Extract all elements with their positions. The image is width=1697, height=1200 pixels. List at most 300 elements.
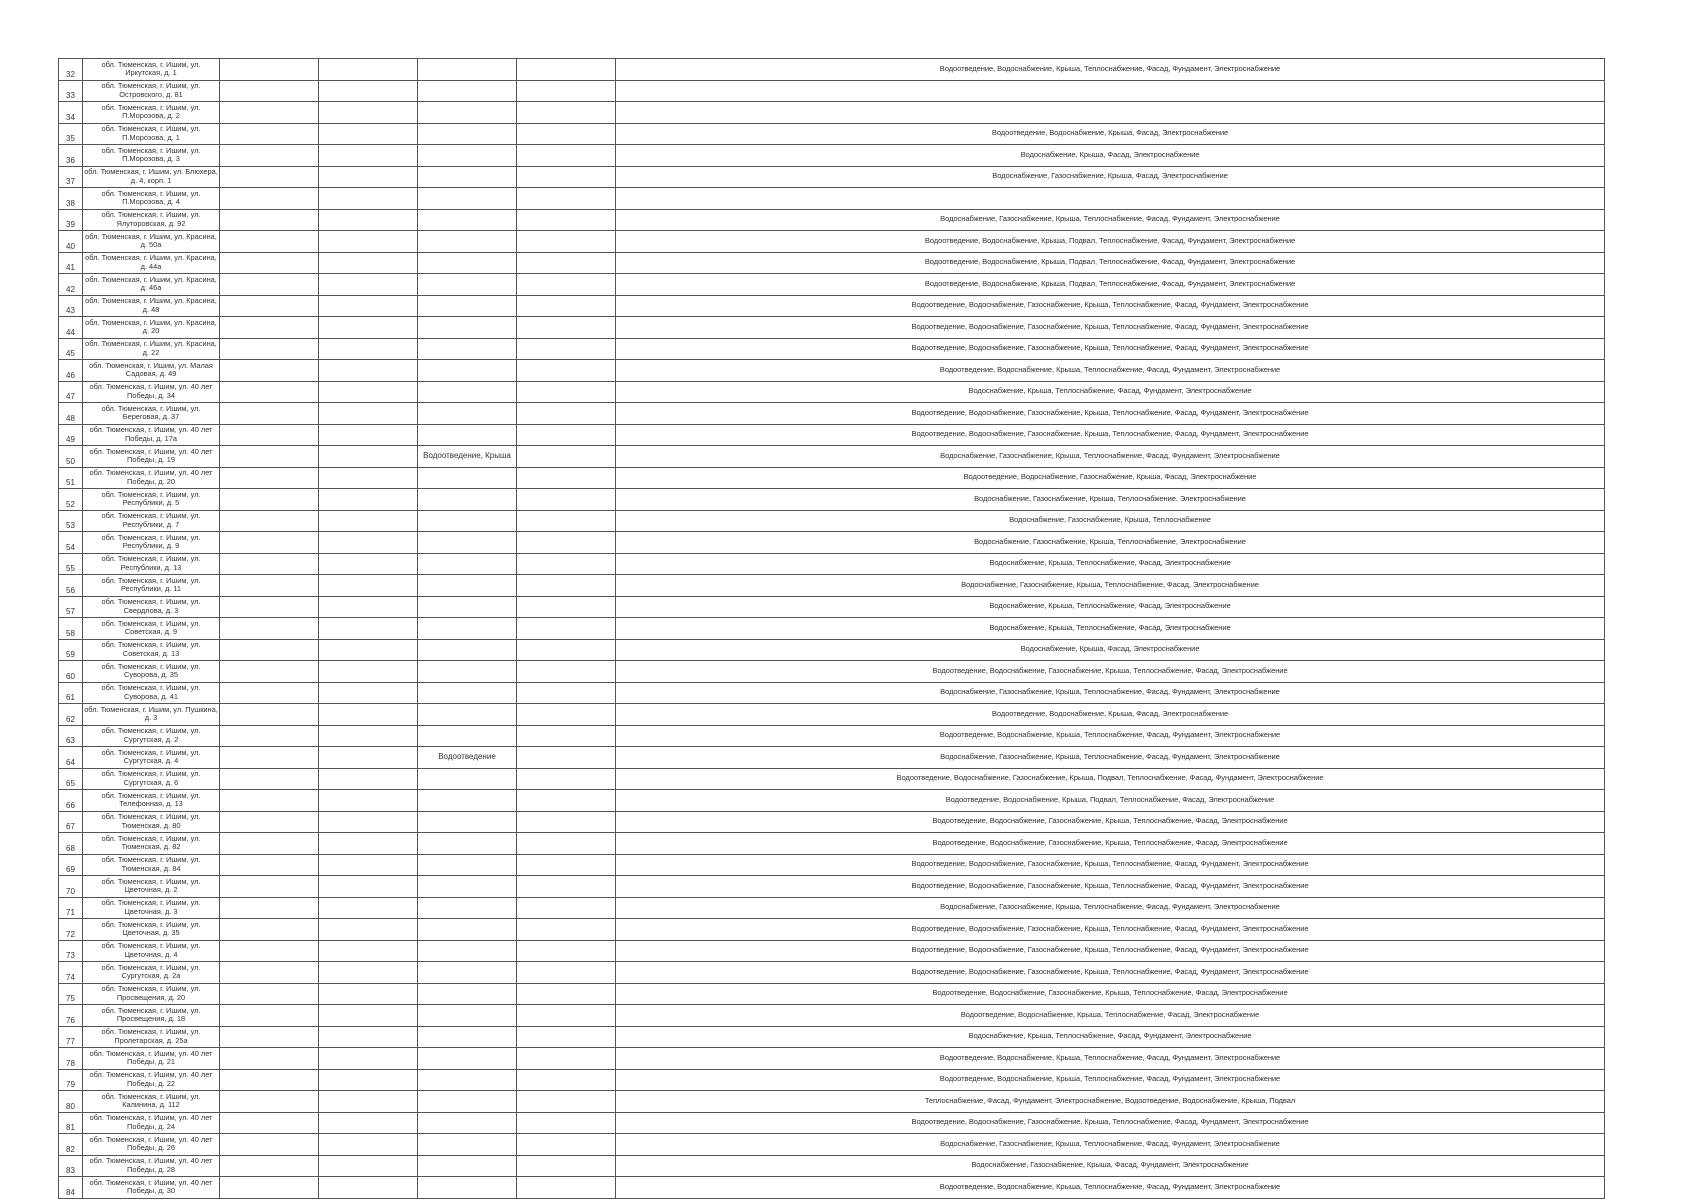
empty-cell <box>220 1069 319 1091</box>
works-partial-cell <box>418 682 517 704</box>
address-cell: обл. Тюменская, г. Ишим, ул. 40 лет Победы, д. 26 <box>83 1134 220 1156</box>
empty-cell <box>517 274 616 296</box>
empty-cell <box>319 919 418 941</box>
empty-cell <box>517 295 616 317</box>
works-partial-cell <box>418 532 517 554</box>
table-row <box>59 618 1605 640</box>
empty-cell <box>517 811 616 833</box>
works-list-cell <box>616 188 1605 210</box>
works-partial-cell <box>418 596 517 618</box>
empty-cell <box>319 553 418 575</box>
works-list-cell: Водоотведение, Водоснабжение, Крыша, Теплоснабжение, Фасад, Фундамент, Электроснабжение <box>616 1177 1605 1199</box>
table-row <box>59 704 1605 726</box>
works-list-cell <box>616 102 1605 124</box>
empty-cell <box>319 145 418 167</box>
empty-cell <box>517 553 616 575</box>
works-partial-cell <box>418 338 517 360</box>
address-cell: обл. Тюменская, г. Ишим, ул. Красина, д. 20 <box>83 317 220 339</box>
row-number-cell: 74 <box>59 962 83 984</box>
row-number-cell: 41 <box>59 252 83 274</box>
empty-cell <box>517 1112 616 1134</box>
empty-cell <box>319 252 418 274</box>
row-number-cell: 67 <box>59 811 83 833</box>
table-row <box>59 123 1605 145</box>
works-partial-cell <box>418 1005 517 1027</box>
row-number-cell: 38 <box>59 188 83 210</box>
address-cell: обл. Тюменская, г. Ишим, ул. Республики, д. 13 <box>83 553 220 575</box>
address-cell: обл. Тюменская, г. Ишим, ул. Советская, д. 9 <box>83 618 220 640</box>
address-cell: обл. Тюменская, г. Ишим, ул. 40 лет Победы, д. 24 <box>83 1112 220 1134</box>
row-number-cell: 83 <box>59 1155 83 1177</box>
empty-cell <box>319 725 418 747</box>
address-cell: обл. Тюменская, г. Ишим, ул. Телефонная, д. 13 <box>83 790 220 812</box>
empty-cell <box>319 596 418 618</box>
empty-cell <box>517 532 616 554</box>
empty-cell <box>319 424 418 446</box>
row-number-cell: 81 <box>59 1112 83 1134</box>
empty-cell <box>220 639 319 661</box>
empty-cell <box>220 403 319 425</box>
works-list-cell: Водоотведение, Водоснабжение, Газоснабжение, Крыша, Теплоснабжение, Фасад, Фундамент, Электроснабжение <box>616 317 1605 339</box>
table-row <box>59 553 1605 575</box>
works-partial-cell <box>418 381 517 403</box>
table-row <box>59 145 1605 167</box>
table-row <box>59 1134 1605 1156</box>
empty-cell <box>220 768 319 790</box>
address-cell: обл. Тюменская, г. Ишим, ул. Красина, д. 44а <box>83 252 220 274</box>
address-cell: обл. Тюменская, г. Ишим, ул. Тюменская, д. 84 <box>83 854 220 876</box>
empty-cell <box>220 381 319 403</box>
empty-cell <box>517 80 616 102</box>
works-partial-cell <box>418 618 517 640</box>
address-cell: обл. Тюменская, г. Ишим, ул. Красина, д. 48 <box>83 295 220 317</box>
table-row <box>59 59 1605 81</box>
works-partial-cell <box>418 1134 517 1156</box>
works-list-cell: Водоотведение, Водоснабжение, Крыша, Теплоснабжение, Фасад, Электроснабжение <box>616 1005 1605 1027</box>
empty-cell <box>220 510 319 532</box>
works-partial-cell <box>418 424 517 446</box>
works-partial-cell <box>418 80 517 102</box>
empty-cell <box>517 790 616 812</box>
address-cell: обл. Тюменская, г. Ишим, ул. Просвещения, д. 20 <box>83 983 220 1005</box>
table-row <box>59 231 1605 253</box>
table-row <box>59 295 1605 317</box>
row-number-cell: 37 <box>59 166 83 188</box>
works-partial-cell <box>418 854 517 876</box>
works-partial-cell <box>418 317 517 339</box>
empty-cell <box>220 338 319 360</box>
address-cell: обл. Тюменская, г. Ишим, ул. Красина, д. 46а <box>83 274 220 296</box>
table-row <box>59 274 1605 296</box>
empty-cell <box>319 510 418 532</box>
table-row <box>59 360 1605 382</box>
table-row <box>59 1005 1605 1027</box>
works-list-cell: Водоснабжение, Крыша, Теплоснабжение, Фасад, Электроснабжение <box>616 553 1605 575</box>
works-list-cell: Водоснабжение, Газоснабжение, Крыша, Теплоснабжение, Фасад, Фундамент, Электроснабжение <box>616 1134 1605 1156</box>
empty-cell <box>517 1069 616 1091</box>
empty-cell <box>220 102 319 124</box>
empty-cell <box>517 1005 616 1027</box>
works-partial-cell <box>418 1155 517 1177</box>
empty-cell <box>517 1155 616 1177</box>
empty-cell <box>319 403 418 425</box>
empty-cell <box>517 317 616 339</box>
works-partial-cell <box>418 1112 517 1134</box>
empty-cell <box>517 102 616 124</box>
works-list-cell: Водоотведение, Водоснабжение, Газоснабжение, Крыша, Теплоснабжение, Фасад, Фундамент, Электроснабжение <box>616 919 1605 941</box>
empty-cell <box>220 940 319 962</box>
works-list-cell: Водоснабжение, Газоснабжение, Крыша, Теплоснабжение, Фасад, Фундамент, Электроснабжение <box>616 897 1605 919</box>
row-number-cell: 50 <box>59 446 83 468</box>
empty-cell <box>220 295 319 317</box>
address-cell: обл. Тюменская, г. Ишим, ул. Суворова, д. 41 <box>83 682 220 704</box>
empty-cell <box>319 811 418 833</box>
row-number-cell: 54 <box>59 532 83 554</box>
repair-program-table <box>58 58 1605 1199</box>
empty-cell <box>319 1134 418 1156</box>
row-number-cell: 48 <box>59 403 83 425</box>
works-list-cell: Водоотведение, Водоснабжение, Газоснабжение, Крыша, Теплоснабжение, Фасад, Фундамент, Электроснабжение <box>616 403 1605 425</box>
empty-cell <box>220 467 319 489</box>
empty-cell <box>319 876 418 898</box>
empty-cell <box>517 145 616 167</box>
row-number-cell: 34 <box>59 102 83 124</box>
works-partial-cell <box>418 209 517 231</box>
table-row <box>59 489 1605 511</box>
table-row <box>59 596 1605 618</box>
table-row <box>59 102 1605 124</box>
works-list-cell: Водоотведение, Водоснабжение, Крыша, Подвал, Теплоснабжение, Фасад, Фундамент, Электроснабжение <box>616 274 1605 296</box>
works-list-cell: Водоснабжение, Газоснабжение, Крыша, Теплоснабжение, Электроснабжение <box>616 489 1605 511</box>
row-number-cell: 43 <box>59 295 83 317</box>
works-list-cell: Водоотведение, Водоснабжение, Крыша, Теплоснабжение, Фасад, Фундамент, Электроснабжение <box>616 1048 1605 1070</box>
works-list-cell: Водоотведение, Водоснабжение, Крыша, Теплоснабжение, Фасад, Фундамент, Электроснабжение <box>616 1069 1605 1091</box>
empty-cell <box>517 962 616 984</box>
table-row <box>59 252 1605 274</box>
row-number-cell: 72 <box>59 919 83 941</box>
works-list-cell: Водоснабжение, Крыша, Теплоснабжение, Фасад, Электроснабжение <box>616 618 1605 640</box>
row-number-cell: 33 <box>59 80 83 102</box>
works-list-cell: Водоснабжение, Газоснабжение, Крыша, Теплоснабжение, Фасад, Фундамент, Электроснабжение <box>616 747 1605 769</box>
empty-cell <box>220 123 319 145</box>
address-cell: обл. Тюменская, г. Ишим, ул. 40 лет Победы, д. 22 <box>83 1069 220 1091</box>
works-partial-cell <box>418 59 517 81</box>
empty-cell <box>517 252 616 274</box>
empty-cell <box>319 1177 418 1199</box>
works-list-cell: Водоснабжение, Газоснабжение, Крыша, Теплоснабжение <box>616 510 1605 532</box>
address-cell: обл. Тюменская, г. Ишим, ул. Калинина, д. 112 <box>83 1091 220 1113</box>
row-number-cell: 82 <box>59 1134 83 1156</box>
empty-cell <box>517 682 616 704</box>
empty-cell <box>220 231 319 253</box>
empty-cell <box>319 790 418 812</box>
row-number-cell: 61 <box>59 682 83 704</box>
empty-cell <box>220 747 319 769</box>
table-row <box>59 510 1605 532</box>
address-cell: обл. Тюменская, г. Ишим, ул. Республики, д. 9 <box>83 532 220 554</box>
empty-cell <box>319 682 418 704</box>
empty-cell <box>220 166 319 188</box>
empty-cell <box>220 489 319 511</box>
table-row <box>59 338 1605 360</box>
empty-cell <box>517 360 616 382</box>
table-row <box>59 80 1605 102</box>
empty-cell <box>517 510 616 532</box>
empty-cell <box>319 274 418 296</box>
row-number-cell: 40 <box>59 231 83 253</box>
table-row <box>59 317 1605 339</box>
empty-cell <box>319 1026 418 1048</box>
works-list-cell: Водоотведение, Водоснабжение, Газоснабжение, Крыша, Теплоснабжение, Фасад, Фундамент, Электроснабжение <box>616 338 1605 360</box>
empty-cell <box>220 1026 319 1048</box>
works-list-cell: Водоснабжение, Крыша, Фасад, Электроснабжение <box>616 145 1605 167</box>
address-cell: обл. Тюменская, г. Ишим, ул. Островского, д. 81 <box>83 80 220 102</box>
works-partial-cell <box>418 833 517 855</box>
address-cell: обл. Тюменская, г. Ишим, ул. 40 лет Победы, д. 34 <box>83 381 220 403</box>
row-number-cell: 52 <box>59 489 83 511</box>
table-row <box>59 983 1605 1005</box>
empty-cell <box>517 1048 616 1070</box>
empty-cell <box>319 59 418 81</box>
row-number-cell: 60 <box>59 661 83 683</box>
address-cell: обл. Тюменская, г. Ишим, ул. Цветочная, д. 35 <box>83 919 220 941</box>
works-partial-cell <box>418 940 517 962</box>
table-row <box>59 940 1605 962</box>
table-row <box>59 575 1605 597</box>
works-list-cell: Водоотведение, Водоснабжение, Газоснабжение, Крыша, Теплоснабжение, Фасад, Фундамент, Электроснабжение <box>616 854 1605 876</box>
works-partial-cell <box>418 252 517 274</box>
works-partial-cell <box>418 123 517 145</box>
empty-cell <box>220 209 319 231</box>
empty-cell <box>220 725 319 747</box>
empty-cell <box>319 317 418 339</box>
address-cell: обл. Тюменская, г. Ишим, ул. Республики, д. 11 <box>83 575 220 597</box>
works-list-cell: Водоснабжение, Газоснабжение, Крыша, Теплоснабжение, Фасад, Электроснабжение <box>616 575 1605 597</box>
empty-cell <box>517 1177 616 1199</box>
empty-cell <box>220 1091 319 1113</box>
table-row <box>59 1177 1605 1199</box>
works-partial-cell <box>418 919 517 941</box>
works-partial-cell <box>418 295 517 317</box>
table-row <box>59 682 1605 704</box>
row-number-cell: 78 <box>59 1048 83 1070</box>
empty-cell <box>517 403 616 425</box>
address-cell: обл. Тюменская, г. Ишим, ул. П.Морозова, д. 4 <box>83 188 220 210</box>
works-partial-cell <box>418 704 517 726</box>
works-list-cell: Водоотведение, Водоснабжение, Газоснабжение, Крыша, Теплоснабжение, Фасад, Электроснабжение <box>616 833 1605 855</box>
works-partial-cell <box>418 360 517 382</box>
empty-cell <box>220 317 319 339</box>
row-number-cell: 75 <box>59 983 83 1005</box>
works-list-cell: Водоснабжение, Крыша, Теплоснабжение, Фасад, Фундамент, Электроснабжение <box>616 1026 1605 1048</box>
address-cell: обл. Тюменская, г. Ишим, ул. 40 лет Победы, д. 21 <box>83 1048 220 1070</box>
works-partial-cell <box>418 166 517 188</box>
address-cell: обл. Тюменская, г. Ишим, ул. 40 лет Победы, д. 19 <box>83 446 220 468</box>
table-row <box>59 919 1605 941</box>
empty-cell <box>319 166 418 188</box>
empty-cell <box>319 768 418 790</box>
address-cell: обл. Тюменская, г. Ишим, ул. Пролетарская, д. 25а <box>83 1026 220 1048</box>
works-list-cell: Водоотведение, Водоснабжение, Газоснабжение, Крыша, Теплоснабжение, Фасад, Фундамент, Электроснабжение <box>616 962 1605 984</box>
empty-cell <box>319 102 418 124</box>
empty-cell <box>220 424 319 446</box>
empty-cell <box>319 618 418 640</box>
address-cell: обл. Тюменская, г. Ишим, ул. Тюменская, д. 80 <box>83 811 220 833</box>
table-row <box>59 833 1605 855</box>
empty-cell <box>517 446 616 468</box>
address-cell: обл. Тюменская, г. Ишим, ул. 40 лет Победы, д. 28 <box>83 1155 220 1177</box>
table-row <box>59 661 1605 683</box>
works-partial-cell <box>418 489 517 511</box>
address-cell: обл. Тюменская, г. Ишим, ул. Республики, д. 7 <box>83 510 220 532</box>
row-number-cell: 66 <box>59 790 83 812</box>
works-partial-cell <box>418 768 517 790</box>
row-number-cell: 36 <box>59 145 83 167</box>
works-list-cell: Водоснабжение, Крыша, Теплоснабжение, Фасад, Фундамент, Электроснабжение <box>616 381 1605 403</box>
works-partial-cell <box>418 403 517 425</box>
empty-cell <box>319 1069 418 1091</box>
empty-cell <box>220 596 319 618</box>
address-cell: обл. Тюменская, г. Ишим, ул. Блюхера, д. 4, корп. 1 <box>83 166 220 188</box>
works-list-cell: Водоснабжение, Газоснабжение, Крыша, Фасад, Фундамент, Электроснабжение <box>616 1155 1605 1177</box>
table-row <box>59 1112 1605 1134</box>
works-list-cell: Водоотведение, Водоснабжение, Газоснабжение, Крыша, Теплоснабжение, Фасад, Фундамент, Электроснабжение <box>616 940 1605 962</box>
empty-cell <box>319 532 418 554</box>
row-number-cell: 80 <box>59 1091 83 1113</box>
table-row <box>59 209 1605 231</box>
empty-cell <box>220 833 319 855</box>
empty-cell <box>319 489 418 511</box>
address-cell: обл. Тюменская, г. Ишим, ул. Цветочная, д. 4 <box>83 940 220 962</box>
empty-cell <box>319 1005 418 1027</box>
works-partial-cell <box>418 790 517 812</box>
empty-cell <box>220 1155 319 1177</box>
empty-cell <box>319 338 418 360</box>
empty-cell <box>220 897 319 919</box>
works-partial-cell <box>418 553 517 575</box>
empty-cell <box>319 80 418 102</box>
empty-cell <box>319 940 418 962</box>
table-row <box>59 854 1605 876</box>
empty-cell <box>517 575 616 597</box>
empty-cell <box>220 575 319 597</box>
empty-cell <box>220 682 319 704</box>
empty-cell <box>517 209 616 231</box>
works-partial-cell <box>418 467 517 489</box>
address-cell: обл. Тюменская, г. Ишим, ул. Иркутская, д. 1 <box>83 59 220 81</box>
table-row <box>59 532 1605 554</box>
empty-cell <box>319 661 418 683</box>
row-number-cell: 56 <box>59 575 83 597</box>
works-list-cell: Водоснабжение, Газоснабжение, Крыша, Теплоснабжение, Фасад, Фундамент, Электроснабжение <box>616 446 1605 468</box>
empty-cell <box>319 295 418 317</box>
address-cell: обл. Тюменская, г. Ишим, ул. Пушкина, д. 3 <box>83 704 220 726</box>
works-partial-cell <box>418 188 517 210</box>
empty-cell <box>220 553 319 575</box>
works-list-cell: Водоснабжение, Газоснабжение, Крыша, Теплоснабжение, Фасад, Фундамент, Электроснабжение <box>616 682 1605 704</box>
row-number-cell: 76 <box>59 1005 83 1027</box>
works-partial-cell <box>418 274 517 296</box>
address-cell: обл. Тюменская, г. Ишим, ул. Малая Садовая, д. 49 <box>83 360 220 382</box>
table-row <box>59 639 1605 661</box>
row-number-cell: 59 <box>59 639 83 661</box>
works-list-cell: Водоотведение, Водоснабжение, Газоснабжение, Крыша, Теплоснабжение, Фасад, Электроснабжение <box>616 661 1605 683</box>
empty-cell <box>220 661 319 683</box>
address-cell: обл. Тюменская, г. Ишим, ул. Красина, д. 50а <box>83 231 220 253</box>
table-row <box>59 1091 1605 1113</box>
empty-cell <box>220 1112 319 1134</box>
row-number-cell: 79 <box>59 1069 83 1091</box>
empty-cell <box>517 1026 616 1048</box>
row-number-cell: 84 <box>59 1177 83 1199</box>
empty-cell <box>517 940 616 962</box>
table-row <box>59 725 1605 747</box>
row-number-cell: 69 <box>59 854 83 876</box>
works-partial-cell <box>418 962 517 984</box>
row-number-cell: 45 <box>59 338 83 360</box>
works-partial-cell <box>418 1177 517 1199</box>
empty-cell <box>517 983 616 1005</box>
table-row <box>59 381 1605 403</box>
address-cell: обл. Тюменская, г. Ишим, ул. Тюменская, д. 82 <box>83 833 220 855</box>
empty-cell <box>319 188 418 210</box>
empty-cell <box>319 1048 418 1070</box>
empty-cell <box>319 209 418 231</box>
row-number-cell: 51 <box>59 467 83 489</box>
address-cell: обл. Тюменская, г. Ишим, ул. Сургутская, д. 4 <box>83 747 220 769</box>
address-cell: обл. Тюменская, г. Ишим, ул. Сургутская, д. 2а <box>83 962 220 984</box>
address-cell: обл. Тюменская, г. Ишим, ул. П.Морозова, д. 2 <box>83 102 220 124</box>
works-list-cell: Водоотведение, Водоснабжение, Газоснабжение, Крыша, Фасад, Электроснабжение <box>616 467 1605 489</box>
address-cell: обл. Тюменская, г. Ишим, ул. Сургутская, д. 6 <box>83 768 220 790</box>
empty-cell <box>517 725 616 747</box>
empty-cell <box>319 747 418 769</box>
row-number-cell: 71 <box>59 897 83 919</box>
empty-cell <box>517 768 616 790</box>
row-number-cell: 57 <box>59 596 83 618</box>
works-list-cell: Водоотведение, Водоснабжение, Газоснабжение, Крыша, Подвал, Теплоснабжение, Фасад, Фундамент, Электроснабжение <box>616 768 1605 790</box>
empty-cell <box>220 59 319 81</box>
works-list-cell: Водоотведение, Водоснабжение, Крыша, Фасад, Электроснабжение <box>616 704 1605 726</box>
row-number-cell: 64 <box>59 747 83 769</box>
empty-cell <box>517 381 616 403</box>
works-partial-cell <box>418 102 517 124</box>
works-list-cell: Водоотведение, Водоснабжение, Газоснабжение, Крыша, Теплоснабжение, Фасад, Электроснабжение <box>616 811 1605 833</box>
works-partial-cell: Водоотведение <box>418 747 517 769</box>
address-cell: обл. Тюменская, г. Ишим, ул. Просвещения, д. 18 <box>83 1005 220 1027</box>
empty-cell <box>517 618 616 640</box>
table-row <box>59 876 1605 898</box>
works-partial-cell <box>418 575 517 597</box>
empty-cell <box>517 424 616 446</box>
empty-cell <box>517 231 616 253</box>
row-number-cell: 44 <box>59 317 83 339</box>
address-cell: обл. Тюменская, г. Ишим, ул. Береговая, д. 37 <box>83 403 220 425</box>
empty-cell <box>517 338 616 360</box>
empty-cell <box>220 532 319 554</box>
empty-cell <box>220 983 319 1005</box>
address-cell: обл. Тюменская, г. Ишим, ул. Красина, д. 22 <box>83 338 220 360</box>
row-number-cell: 39 <box>59 209 83 231</box>
works-list-cell <box>616 80 1605 102</box>
empty-cell <box>517 747 616 769</box>
empty-cell <box>319 381 418 403</box>
table-row <box>59 467 1605 489</box>
works-partial-cell <box>418 1026 517 1048</box>
empty-cell <box>319 467 418 489</box>
empty-cell <box>517 876 616 898</box>
row-number-cell: 63 <box>59 725 83 747</box>
